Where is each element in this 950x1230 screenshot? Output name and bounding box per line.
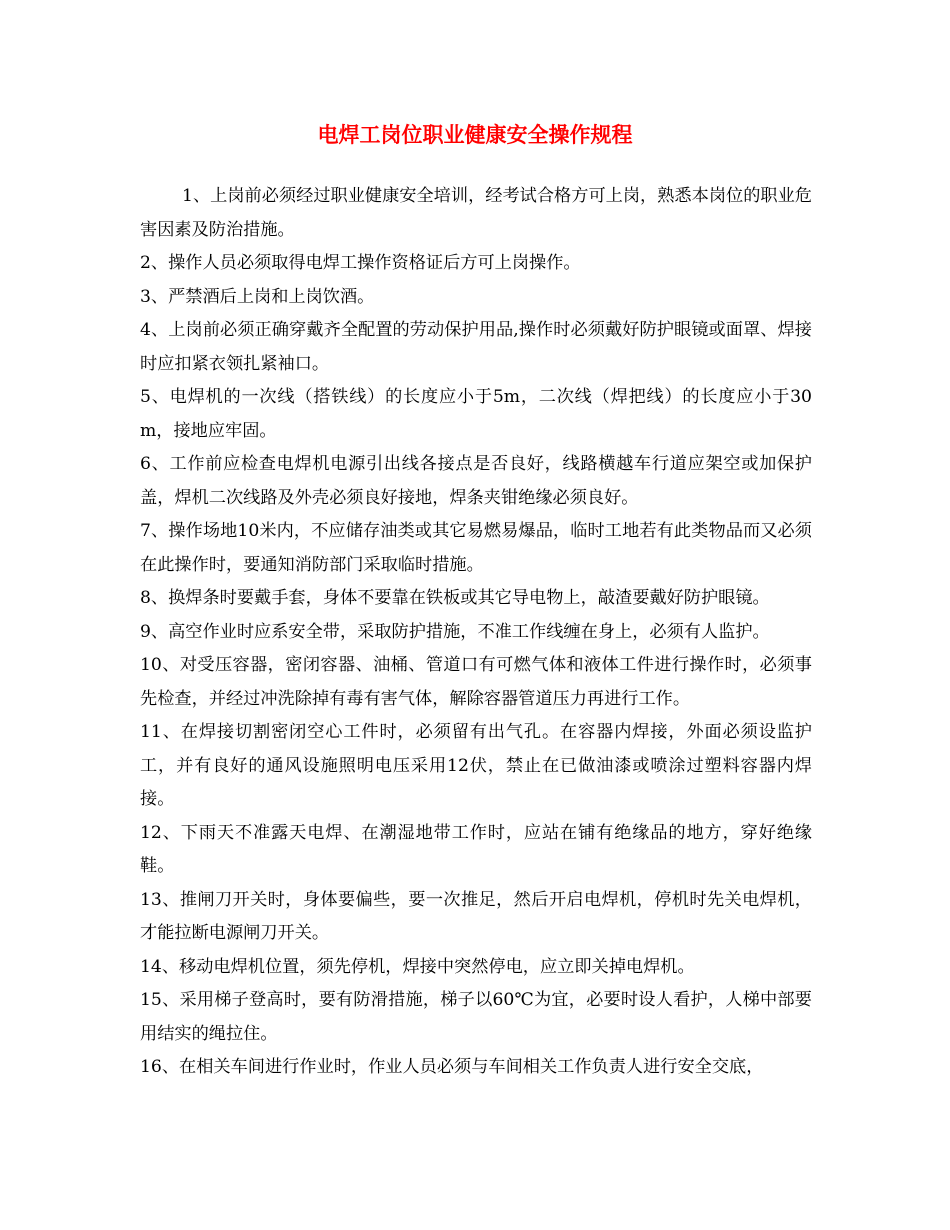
rule-paragraph-13: 13、推闸刀开关时，身体要偏些，要一次推足，然后开启电焊机，停机时先关电焊机，才能拉断电源闸刀开关。 — [140, 889, 812, 943]
rule-paragraph-9: 9、高空作业时应系安全带，采取防护措施，不准工作线缠在身上，必须有人监护。 — [140, 621, 770, 642]
rule-paragraph-11: 11、在焊接切割密闭空心工件时，必须留有出气孔。在容器内焊接，外面必须设监护工，并有良好的通风设施照明电压采用12伏，禁止在已做油漆或喷涂过塑料容器内焊接。 — [140, 722, 812, 809]
rule-paragraph-1: 1、上岗前必须经过职业健康安全培训，经考试合格方可上岗，熟悉本岗位的职业危害因素及防治措施。 — [140, 186, 812, 240]
rule-paragraph-6: 6、工作前应检查电焊机电源引出线各接点是否良好，线路横越车行道应架空或加保护盖，焊机二次线路及外壳必须良好接地，焊条夹钳绝缘必须良好。 — [140, 454, 812, 508]
rule-paragraph-3: 3、严禁酒后上岗和上岗饮酒。 — [140, 286, 375, 307]
document-title: 电焊工岗位职业健康安全操作规程 — [317, 122, 633, 147]
rule-paragraph-16: 16、在相关车间进行作业时，作业人员必须与车间相关工作负责人进行安全交底， — [140, 1057, 764, 1077]
rule-paragraph-7: 7、操作场地10米内，不应储存油类或其它易燃易爆品，临时工地若有此类物品而又必须在此操作时，要通知消防部门采取临时措施。 — [140, 521, 812, 575]
rule-paragraph-8: 8、换焊条时要戴手套，身体不要靠在铁板或其它导电物上，敲渣要戴好防护眼镜。 — [140, 588, 770, 608]
rule-paragraph-12: 12、下雨天不准露天电焊、在潮湿地带工作时，应站在铺有绝缘品的地方，穿好绝缘鞋。 — [140, 822, 812, 876]
document-body — [140, 180, 812, 1085]
rule-paragraph-5: 5、电焊机的一次线（搭铁线）的长度应小于5m，二次线（焊把线）的长度应小于30m，接地应牢固。 — [140, 387, 812, 441]
rule-paragraph-10: 10、对受压容器，密闭容器、油桶、管道口有可燃气体和液体工件进行操作时，必须事先检查，并经过冲洗除掉有毒有害气体，解除容器管道压力再进行工作。 — [140, 655, 812, 709]
rule-paragraph-4: 4、上岗前必须正确穿戴齐全配置的劳动保护用品,操作时必须戴好防护眼镜或面罩、焊接时应扣紧衣领扎紧袖口。 — [140, 320, 812, 374]
rule-paragraph-15: 15、采用梯子登高时，要有防滑措施，梯子以60℃为宜，必要时设人看护，人梯中部要用结实的绳拉住。 — [140, 990, 812, 1044]
rule-paragraph-14: 14、移动电焊机位置，须先停机，焊接中突然停电，应立即关掉电焊机。 — [140, 956, 695, 977]
rule-paragraph-2: 2、操作人员必须取得电焊工操作资格证后方可上岗操作。 — [140, 253, 581, 273]
